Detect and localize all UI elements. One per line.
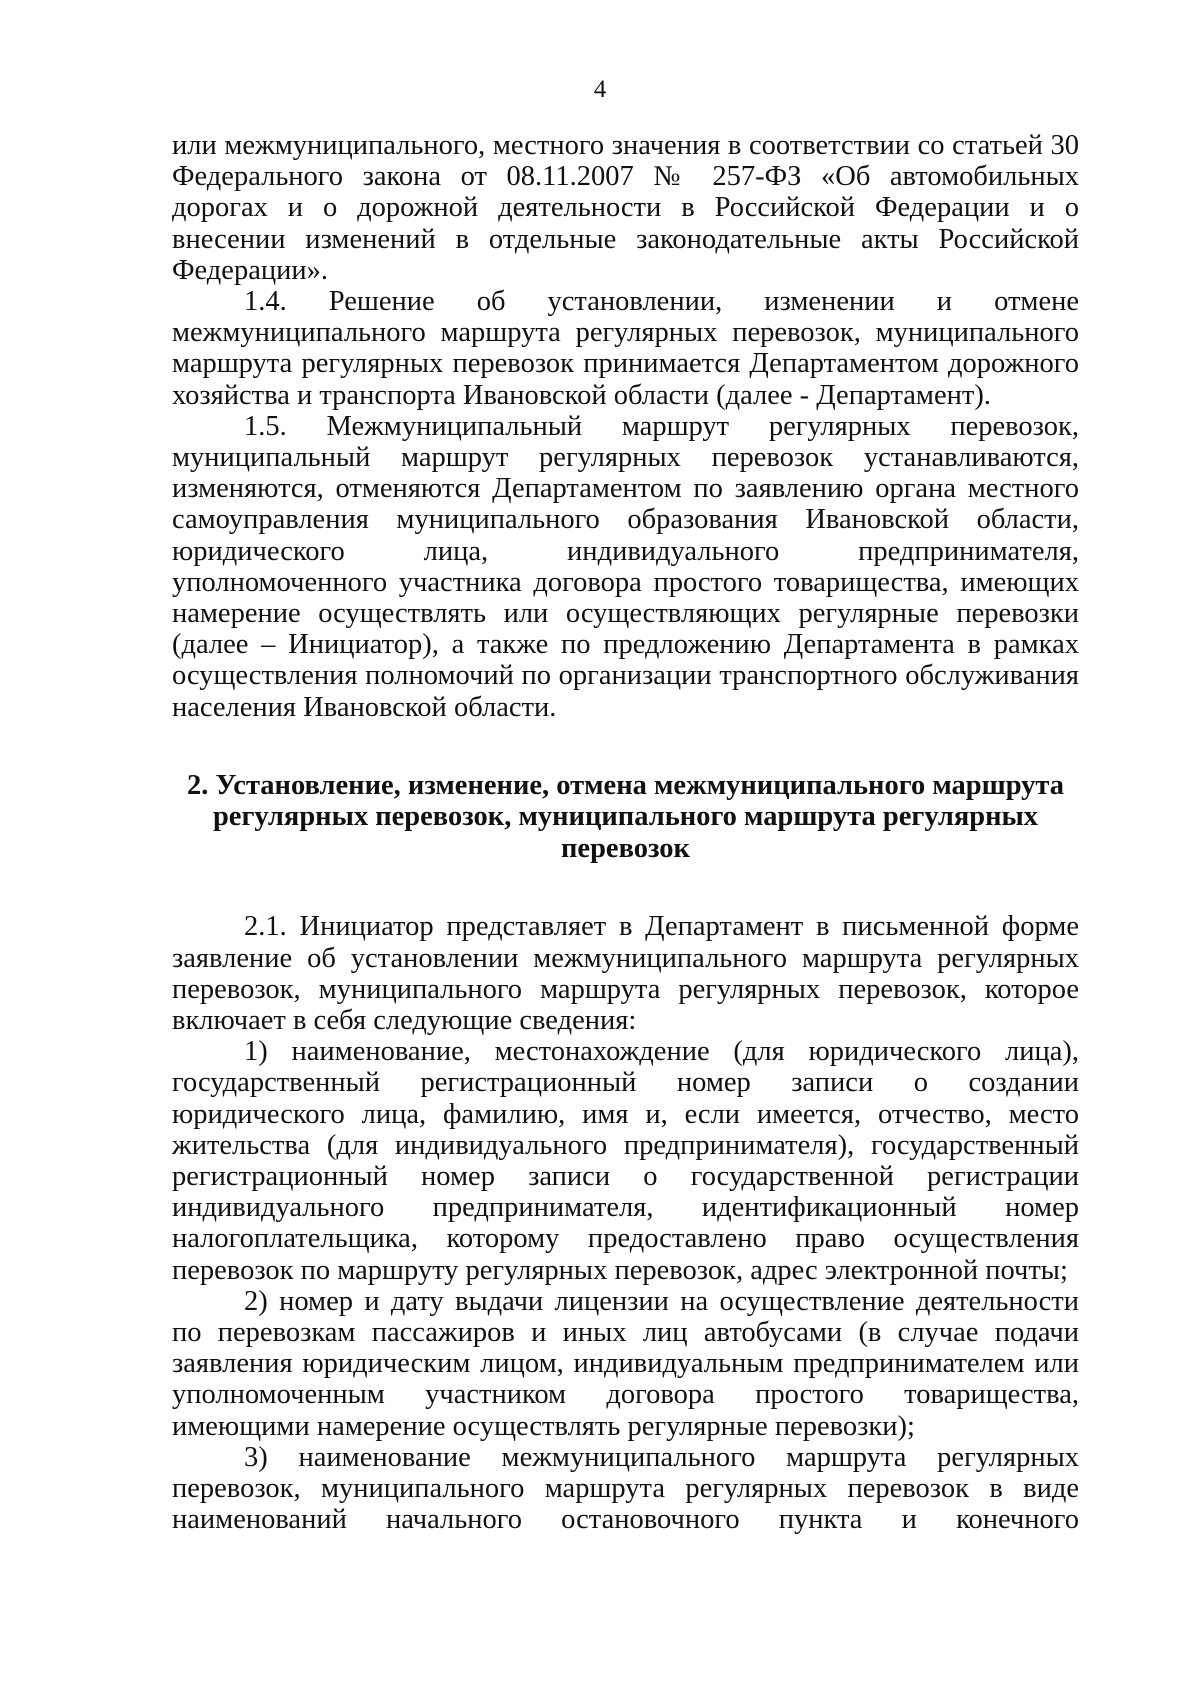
list-item-1: 1) наименование, местонахождение (для юридического лица), государственный регистрационный номер записи о создании юридического лица, фамилию, имя и, если имеется, отчество, место жительства (для индивидуального предпринимателя), государственный регистрационный номер записи о государственной регистрации индивидуального предпринимателя, идентификационный номер налогоплательщика, которому предоставлено право осуществления перевозок по маршруту регулярных перевозок, адрес электронной почты; [172, 1036, 1079, 1286]
list-item-2: 2) номер и дату выдачи лицензии на осуществление деятельности по перевозкам пассажиров и иных лиц автобусами (в случае подачи заявления юридическим лицом, индивидуальным предпринимателем или уполномоченным участником договора простого товарищества, имеющими намерение осуществлять регулярные перевозки); [172, 1285, 1079, 1442]
section-2-heading-line: регулярных перевозок, муниципального маршрута регулярных [212, 801, 1039, 833]
document-body [172, 130, 1079, 1535]
section-2-heading [172, 770, 1079, 865]
paragraph-continuation: или межмуниципального, местного значения в соответствии со статьей 30 Федерального закона от 08.11.2007 № 257-ФЗ «Об автомобильных дорогах и о дорожной деятельности в Российской Федерации и о внесении изменений в отдельные законодательные акты Российской Федерации». [172, 130, 1079, 286]
list-item-3: 3) наименование межмуниципального маршрута регулярных перевозок, муниципального маршрута регулярных перевозок в виде наименований начального остановочного пункта и конечного [172, 1441, 1079, 1536]
paragraph-1-4: 1.4. Решение об установлении, изменении и отмене межмуниципального маршрута регулярных перевозок, муниципального маршрута регулярных перевозок принимается Департаментом дорожного хозяйства и транспорта Ивановской области (далее - Департамент). [172, 286, 1079, 411]
section-2-heading-line: 2. Установление, изменение, отмена межмуниципального маршрута [186, 769, 1065, 801]
section-2-heading-line: перевозок [561, 832, 690, 864]
page-number: 4 [593, 76, 607, 103]
paragraph-2-1: 2.1. Инициатор представляет в Департамент в письменной форме заявление об установлении межмуниципального маршрута регулярных перевозок, муниципального маршрута регулярных перевозок, которое включает в себя следующие сведения: [172, 911, 1079, 1036]
paragraph-1-5: 1.5. Межмуниципальный маршрут регулярных перевозок, муниципальный маршрут регулярных перевозок устанавливаются, изменяются, отменяются Департаментом по заявлению органа местного самоуправления муниципального образования Ивановской области, юридического лица, индивидуального предпринимателя, уполномоченного участника договора простого товарищества, имеющих намерение осуществлять или осуществляющих регулярные перевозки (далее – Инициатор), а также по предложению Департамента в рамках осуществления полномочий по организации транспортного обслуживания населения Ивановской области. [172, 410, 1079, 723]
